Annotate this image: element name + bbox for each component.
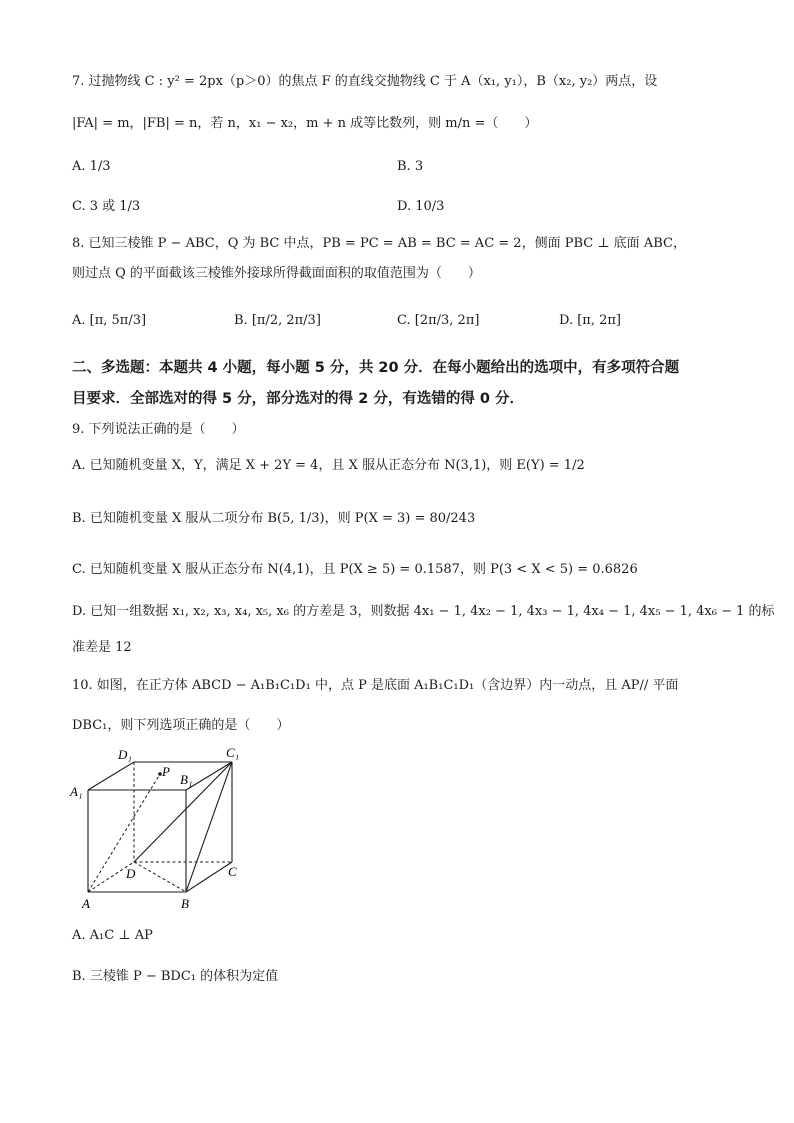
q7-option-b: B. 3 (397, 159, 424, 174)
label-B: B (181, 896, 189, 911)
q9-stem: 9. 下列说法正确的是（ ） (72, 422, 245, 437)
cube-figure (64, 744, 264, 914)
q8-option-a: A. [π, 5π/3] (72, 313, 147, 328)
label-A1: A₁ (70, 784, 83, 799)
q7-option-a: A. 1/3 (72, 159, 111, 174)
label-C: C (228, 864, 237, 879)
label-D: D (126, 866, 136, 881)
q9-option-b: B. 已知随机变量 X 服从二项分布 B(5, 1/3)，则 P(X = 3) = 80/243 (72, 511, 476, 526)
label-A: A (82, 896, 90, 911)
q10-option-b: B. 三棱锥 P − BDC₁ 的体积为定值 (72, 969, 279, 984)
section2-heading-line1: 二、多选题：本题共 4 小题，每小题 5 分，共 20 分．在每小题给出的选项中，有多项符合题 (72, 360, 680, 376)
q8-option-c: C. [2π/3, 2π] (397, 313, 480, 328)
label-D1: D₁ (118, 747, 132, 762)
q9-option-a: A. 已知随机变量 X，Y，满足 X + 2Y = 4，且 X 服从正态分布 N(3,1)，则 E(Y) = 1/2 (72, 458, 585, 473)
q7-option-d: D. 10/3 (397, 199, 445, 214)
q10-line2: DBC₁，则下列选项正确的是（ ） (72, 718, 290, 733)
q7-line1: 7. 过抛物线 C : y² = 2px（p＞0）的焦点 F 的直线交抛物线 C 于 A（x₁, y₁），B（x₂, y₂）两点，设 (72, 74, 658, 89)
q8-line1: 8. 已知三棱锥 P − ABC，Q 为 BC 中点，PB = PC = AB = BC = AC = 2，侧面 PBC ⊥ 底面 ABC， (72, 236, 686, 251)
q9-option-d-line1: D. 已知一组数据 x₁, x₂, x₃, x₄, x₅, x₆ 的方差是 3，则数据 4x₁ − 1, 4x₂ − 1, 4x₃ − 1, 4x₄ − 1, 4x₅ − 1, 4x₆ − 1 的标 (72, 604, 775, 619)
section2-heading-line2: 目要求．全部选对的得 5 分，部分选对的得 2 分，有选错的得 0 分． (72, 391, 525, 407)
q7-option-c: C. 3 或 1/3 (72, 199, 141, 214)
label-B1: B₁ (180, 772, 193, 787)
q10-option-a: A. A₁C ⊥ AP (72, 928, 153, 943)
q9-option-c: C. 已知随机变量 X 服从正态分布 N(4,1)，且 P(X ≥ 5) = 0.1587，则 P(3 < X < 5) = 0.6826 (72, 562, 638, 577)
q8-option-b: B. [π/2, 2π/3] (234, 313, 321, 328)
q8-option-d: D. [π, 2π] (559, 313, 621, 328)
q10-line1: 10. 如图，在正方体 ABCD − A₁B₁C₁D₁ 中，点 P 是底面 A₁B₁C₁D₁（含边界）内一动点，且 AP// 平面 (72, 678, 679, 693)
label-C1: C₁ (226, 745, 240, 760)
label-P: P (162, 764, 170, 779)
q8-line2: 则过点 Q 的平面截该三棱锥外接球所得截面面积的取值范围为（ ） (72, 266, 481, 281)
q7-line2: |FA| = m，|FB| = n，若 n，x₁ − x₂，m + n 成等比数列，则 m/n =（ ） (72, 116, 538, 131)
q9-option-d-line2: 准差是 12 (72, 640, 132, 655)
